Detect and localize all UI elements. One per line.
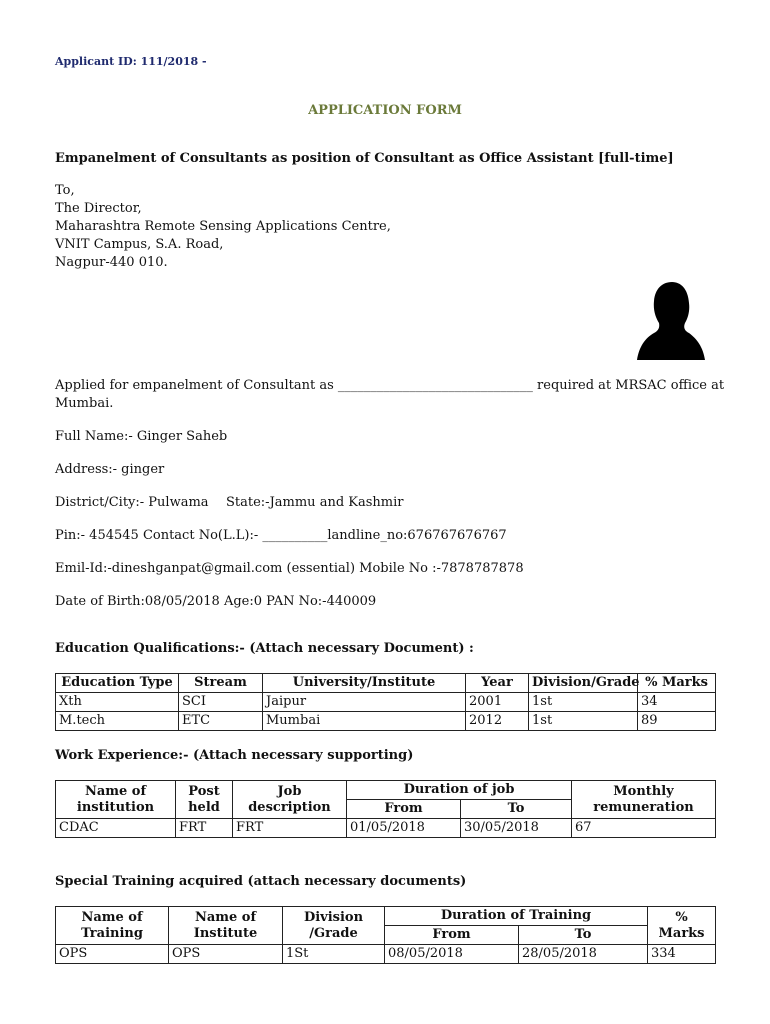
table-row [56, 693, 716, 712]
header-text: held [188, 799, 220, 815]
table-cell: 2012 [466, 712, 529, 731]
header-text: Training [81, 925, 143, 941]
email-mobile: Emil-Id:-dineshganpat@gmail.com (essential) Mobile No :-7878787878 [55, 561, 524, 576]
table-cell: 2001 [466, 693, 529, 712]
table-cell: 67 [572, 819, 716, 838]
address-line-3: VNIT Campus, S.A. Road, [55, 237, 224, 252]
header-training-marks: % Marks [648, 907, 716, 945]
table-cell: Jaipur [263, 693, 466, 712]
header-text: Name of [84, 783, 147, 799]
header-post [176, 781, 233, 819]
header-university: University/Institute [263, 674, 466, 693]
header-education-type: Education Type [56, 674, 179, 693]
header-to: To [519, 926, 648, 945]
table-cell: CDAC [56, 819, 176, 838]
table-cell: OPS [169, 945, 283, 964]
header-institution [56, 781, 176, 819]
header-job-description: Job description [233, 781, 347, 819]
address-to: To, [55, 183, 75, 198]
work-header-row [56, 781, 716, 800]
header-text: Institute [193, 925, 258, 941]
person-silhouette-icon [627, 273, 715, 360]
table-row [56, 712, 716, 731]
address-line-2: Maharashtra Remote Sensing Applications Centre, [55, 219, 391, 234]
table-cell: 01/05/2018 [347, 819, 461, 838]
table-row [56, 945, 716, 964]
table-cell: 334 [648, 945, 716, 964]
training-title: Special Training acquired (attach necessary documents) [55, 874, 467, 889]
training-table [55, 906, 716, 964]
table-cell: 28/05/2018 [519, 945, 648, 964]
education-title: Education Qualifications:- (Attach necessary Document) : [55, 641, 474, 656]
table-cell: 89 [638, 712, 716, 731]
dob-age-pan: Date of Birth:08/05/2018 Age:0 PAN No:-440009 [55, 594, 377, 609]
header-division: Division/Grade [529, 674, 638, 693]
form-title: APPLICATION FORM [308, 103, 462, 118]
header-text: Post [188, 783, 220, 799]
work-table [55, 780, 716, 838]
work-title: Work Experience:- (Attach necessary supporting) [55, 748, 414, 763]
education-table [55, 673, 716, 731]
header-duration: Duration of job [347, 781, 572, 800]
header-from: From [385, 926, 519, 945]
table-cell: SCI [179, 693, 263, 712]
table-cell: ETC [179, 712, 263, 731]
header-training-name [56, 907, 169, 945]
pin-contact: Pin:- 454545 Contact No(L.L):- __________landline_no:676767676767 [55, 528, 507, 543]
subject-line: Empanelment of Consultants as position of Consultant as Office Assistant [full-time] [55, 151, 674, 166]
table-cell: Xth [56, 693, 179, 712]
applicant-photo [627, 273, 715, 360]
table-cell: FRT [176, 819, 233, 838]
address-line-4: Nagpur-440 010. [55, 255, 168, 270]
applied-for-location: Mumbai. [55, 396, 114, 411]
header-training-duration: Duration of Training [385, 907, 648, 926]
table-cell: 1st [529, 712, 638, 731]
education-header-row [56, 674, 716, 693]
header-text: Name of [194, 909, 257, 925]
table-cell: 08/05/2018 [385, 945, 519, 964]
applicant-id: Applicant ID: 111/2018 - [55, 55, 207, 68]
header-marks: % Marks [638, 674, 716, 693]
header-text: Monthly [613, 783, 674, 799]
table-cell: 1St [283, 945, 385, 964]
applied-for-line: Applied for empanelment of Consultant as ______________________________ required at MRSAC office at [55, 378, 725, 393]
header-remuneration [572, 781, 716, 819]
full-name: Full Name:- Ginger Saheb [55, 429, 228, 444]
table-cell: OPS [56, 945, 169, 964]
header-text: Name of [81, 909, 143, 925]
header-text: /Grade [309, 925, 358, 941]
state: State:-Jammu and Kashmir [226, 495, 404, 510]
training-header-row [56, 907, 716, 926]
header-year: Year [466, 674, 529, 693]
address: Address:- ginger [55, 462, 165, 477]
header-from: From [347, 800, 461, 819]
table-cell: 1st [529, 693, 638, 712]
header-institute [169, 907, 283, 945]
table-cell: FRT [233, 819, 347, 838]
table-cell: Mumbai [263, 712, 466, 731]
table-cell: 34 [638, 693, 716, 712]
table-cell: M.tech [56, 712, 179, 731]
header-to: To [461, 800, 572, 819]
header-text: Division [303, 909, 364, 925]
header-text: remuneration [593, 799, 694, 815]
header-stream: Stream [179, 674, 263, 693]
table-row [56, 819, 716, 838]
header-text: institution [76, 799, 155, 815]
table-cell: 30/05/2018 [461, 819, 572, 838]
header-division-grade [283, 907, 385, 945]
address-line-1: The Director, [55, 201, 142, 216]
district-city: District/City:- Pulwama [55, 495, 209, 510]
